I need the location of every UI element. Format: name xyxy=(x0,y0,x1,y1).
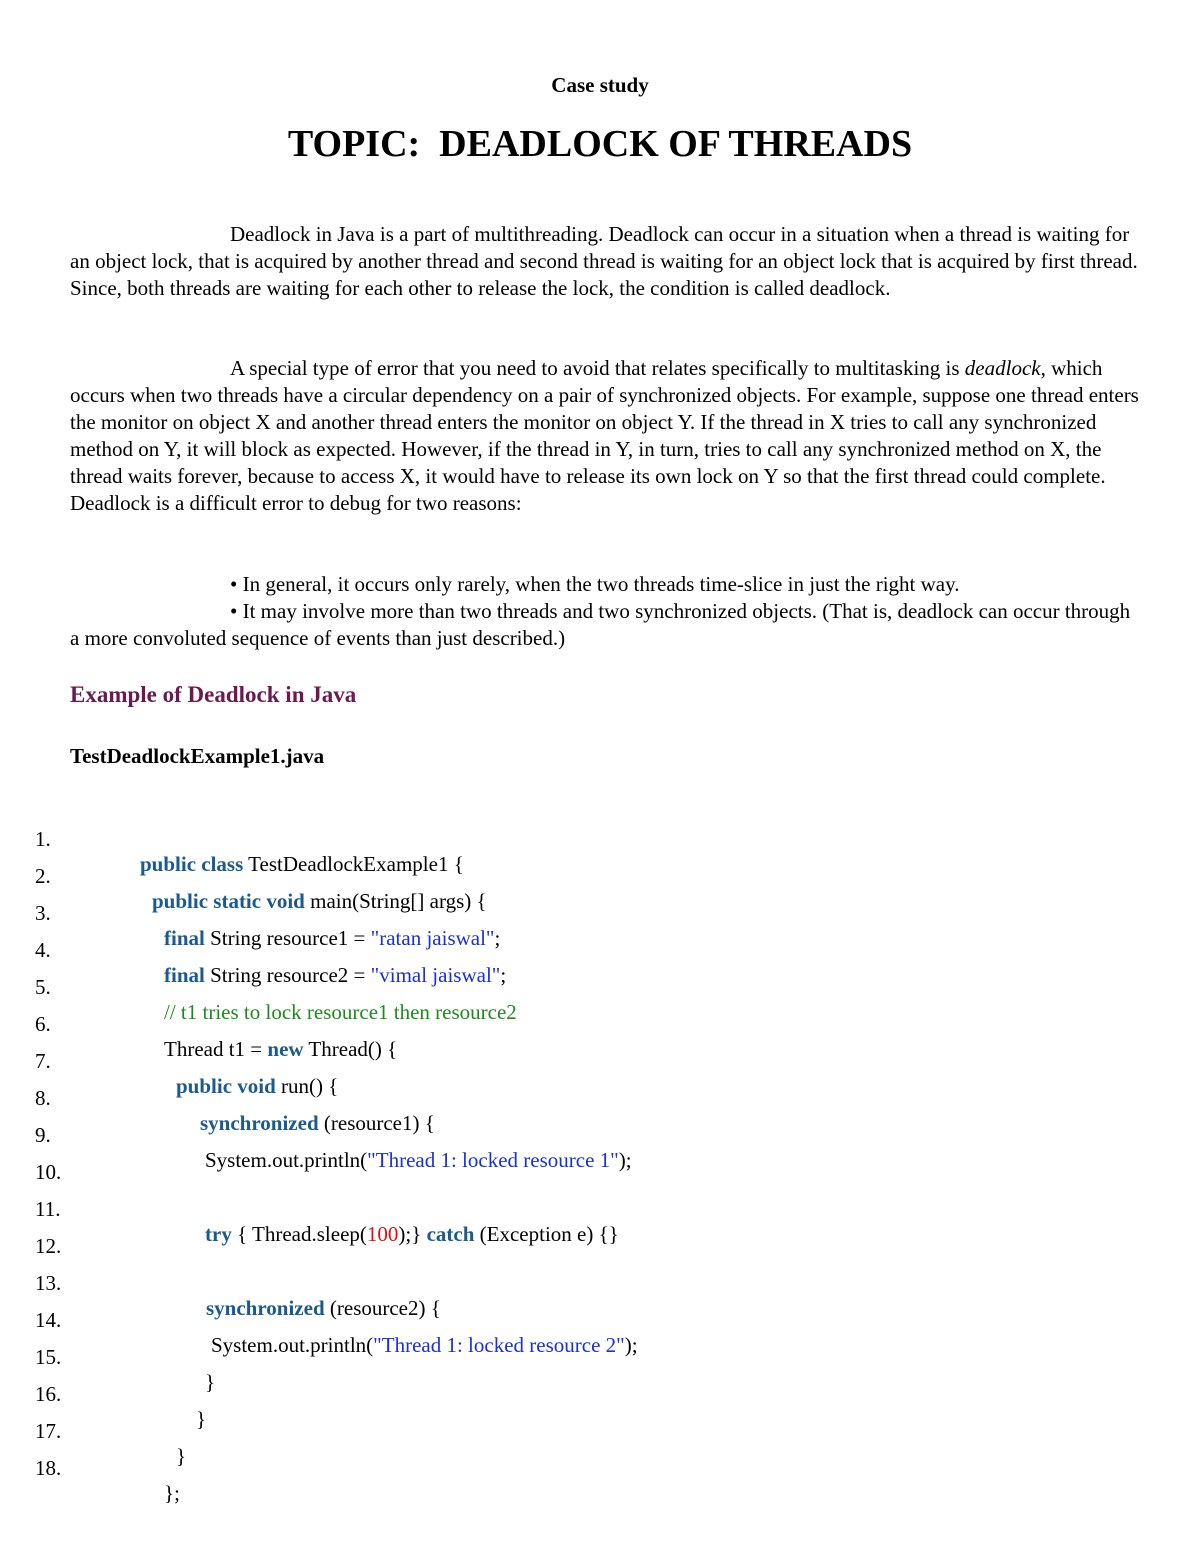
code-comment: // t1 tries to lock resource1 then resource2 xyxy=(164,1000,517,1024)
keyword: public class xyxy=(140,852,244,876)
reason-bullet-2: • It may involve more than two threads and two synchronized objects. (That is, deadlock can occur through a more convoluted sequence of events than just described.) xyxy=(70,599,1131,650)
string-literal: "vimal jaiswal" xyxy=(370,963,501,987)
keyword: public static void xyxy=(152,889,305,913)
code-line xyxy=(0,987,1200,1061)
keyword: final xyxy=(164,926,205,950)
line-content: }; xyxy=(164,1481,180,1505)
line-number: 6. xyxy=(35,1012,51,1036)
code-text: System.out.println( xyxy=(205,1148,368,1172)
line-content: } xyxy=(205,1370,216,1394)
string-literal: "ratan jaiswal" xyxy=(370,926,495,950)
code-line xyxy=(0,1135,1200,1184)
line-number: 18. xyxy=(35,1456,62,1480)
code-text: String resource2 = xyxy=(204,963,371,987)
number-literal: 100 xyxy=(366,1222,399,1246)
line-number: 7. xyxy=(35,1049,51,1073)
string-literal: "Thread 1: locked resource 2" xyxy=(373,1333,625,1357)
code-text: Thread t1 = xyxy=(164,1037,268,1061)
line-content: } xyxy=(176,1444,187,1468)
line-number: 10. xyxy=(35,1160,62,1184)
line-number: 8. xyxy=(35,1086,51,1110)
line-number: 9. xyxy=(35,1123,51,1147)
code-line xyxy=(0,839,1200,913)
code-line xyxy=(0,913,1200,987)
section-heading: Example of Deadlock in Java xyxy=(70,682,357,707)
code-text: ; xyxy=(500,963,507,987)
code-line xyxy=(0,1431,1200,1505)
code-text: ); xyxy=(624,1333,638,1357)
code-text: (resource1) { xyxy=(318,1111,435,1135)
code-text: Thread() { xyxy=(303,1037,398,1061)
code-text: ); xyxy=(618,1148,632,1172)
code-line xyxy=(0,950,1200,1024)
code-line xyxy=(0,1024,1200,1098)
code-text: run() { xyxy=(275,1074,339,1098)
line-number: 5. xyxy=(35,975,51,999)
line-number: 3. xyxy=(35,901,51,925)
keyword: catch xyxy=(426,1222,475,1246)
intro-paragraph: Deadlock in Java is a part of multithreading. Deadlock can occur in a situation when a thread is waiting for an object lock, that is acquired by another thread and second thread is waiting for an object lock that is acquired by first thread. Since, both threads are waiting for each other to release the lock, the condition is called deadlock. xyxy=(70,222,1138,300)
code-text: );} xyxy=(398,1222,427,1246)
line-number: 12. xyxy=(35,1234,62,1258)
code-text: ; xyxy=(494,926,501,950)
keyword: public void xyxy=(176,1074,276,1098)
line-number: 15. xyxy=(35,1345,62,1369)
line-number: 1. xyxy=(35,827,51,851)
code-text: main(String[] args) { xyxy=(304,889,487,913)
line-number: 14. xyxy=(35,1308,62,1332)
deadlock-term: deadlock xyxy=(964,356,1041,380)
line-number: 17. xyxy=(35,1419,62,1443)
code-text: { Thread.sleep( xyxy=(231,1222,367,1246)
deadlock-paragraph-rest: , which occurs when two threads have a circular dependency on a pair of synchronized objects. For example, suppose one thread enters the monitor on object X and another thread enters the monitor on object Y. If the thread in X tries to call any synchronized method on Y, it will block as expected. However, if the thread in Y, in turn, tries to call any synchronized method on X, the thread waits forever, because to access X, it would have to release its own lock on Y so that the first thread could complete. Deadlock is a difficult error to debug for two reasons: xyxy=(70,356,1139,515)
code-filename: TestDeadlockExample1.java xyxy=(70,744,325,768)
code-text: System.out.println( xyxy=(211,1333,374,1357)
line-number: 13. xyxy=(35,1271,62,1295)
code-text: (resource2) { xyxy=(324,1296,441,1320)
document-subtitle: Case study xyxy=(551,73,649,97)
line-number: 4. xyxy=(35,938,51,962)
keyword: try xyxy=(205,1222,232,1246)
line-number: 2. xyxy=(35,864,51,888)
reason-bullet-1: • In general, it occurs only rarely, when the two threads time-slice in just the right way. xyxy=(230,572,960,596)
line-number: 11. xyxy=(35,1197,61,1221)
code-text: (Exception e) {} xyxy=(474,1222,619,1246)
code-line xyxy=(0,876,1200,950)
deadlock-paragraph xyxy=(70,355,1140,517)
keyword: synchronized xyxy=(206,1296,325,1320)
keyword: final xyxy=(164,963,205,987)
keyword: new xyxy=(267,1037,304,1061)
document-title: TOPIC: DEADLOCK OF THREADS xyxy=(287,123,913,165)
string-literal: "Thread 1: locked resource 1" xyxy=(367,1148,619,1172)
line-number: 16. xyxy=(35,1382,62,1406)
code-text: String resource1 = xyxy=(204,926,371,950)
code-text: TestDeadlockExample1 { xyxy=(243,852,464,876)
line-content: } xyxy=(196,1407,207,1431)
deadlock-paragraph-intro: A special type of error that you need to avoid that relates specifically to multitasking is xyxy=(230,356,960,380)
keyword: synchronized xyxy=(200,1111,319,1135)
code-line xyxy=(0,1061,1200,1135)
code-line xyxy=(0,802,1200,876)
code-line xyxy=(0,1209,1200,1258)
